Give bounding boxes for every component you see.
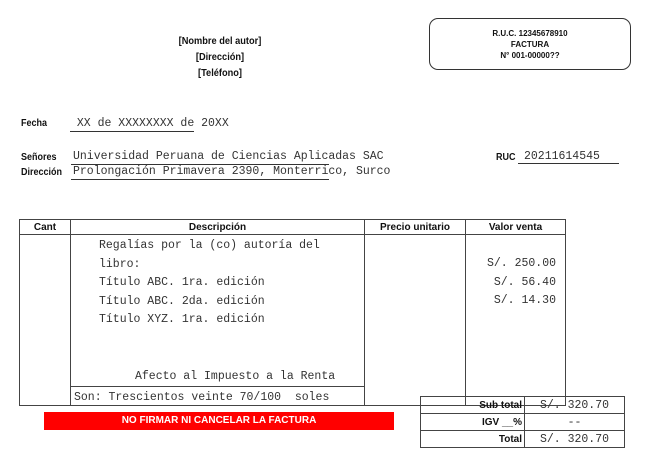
amount-in-words-cell: [71, 387, 365, 406]
total-value: S/. 320.70: [525, 431, 625, 448]
col-header-precio: Precio unitario: [365, 220, 466, 235]
author-phone: [Teléfono]: [198, 67, 242, 79]
invoice-id-box: [429, 18, 631, 70]
sale-value: S/. 14.30: [493, 294, 556, 307]
date-label: Fecha: [21, 118, 48, 129]
table-body-row: [20, 235, 566, 387]
tax-note: Afecto al Impuesto a la Renta: [135, 369, 336, 383]
unit-price-cell: [365, 235, 466, 406]
subtotal-row: [421, 397, 625, 414]
date-underline: [70, 131, 194, 132]
sale-value: S/. 250.00: [486, 257, 556, 270]
igv-value: --: [525, 414, 625, 431]
subtotal-label: Sub total: [421, 397, 525, 414]
issuer-ruc: R.U.C. 12345678910: [492, 29, 568, 38]
col-header-valor: Valor venta: [466, 220, 566, 235]
list-item: Título ABC. 1ra. edición: [99, 276, 265, 289]
client-ruc-underline: [518, 163, 619, 164]
address-underline: [71, 179, 329, 180]
client-label: Señores: [21, 152, 57, 163]
document-type: FACTURA: [510, 40, 550, 49]
cant-cell: [20, 235, 71, 406]
table-header-row: [20, 220, 566, 235]
list-item: Título ABC. 2da. edición: [99, 294, 265, 308]
client-ruc-value: 20211614545: [524, 150, 600, 163]
totals-table: [420, 396, 625, 448]
total-label: Total: [421, 431, 525, 448]
col-header-cant: Cant: [20, 220, 71, 235]
address-value: Prolongación Primavera 2390, Monterrico, Surco: [73, 165, 391, 178]
author-block: [150, 33, 291, 81]
amount-in-words: Son: Trescientos veinte 70/100 soles: [74, 391, 330, 404]
client-ruc-label: RUC: [496, 152, 516, 163]
date-value: XX de XXXXXXXX de 20XX: [70, 117, 229, 130]
igv-label: IGV __%: [421, 414, 525, 431]
description-cell: [71, 235, 365, 387]
invoice-number: N° 001-00000??: [500, 51, 560, 60]
subtotal-value: S/. 320.70: [525, 397, 625, 414]
items-table: [19, 219, 566, 406]
sale-value: S/. 56.40: [493, 275, 556, 289]
sale-value-cell: [466, 235, 566, 406]
igv-row: [421, 414, 625, 431]
author-name: [Nombre del autor]: [178, 35, 262, 47]
description-intro: Regalías por la (co) autoría del libro:: [99, 239, 320, 271]
client-value: Universidad Peruana de Ciencias Aplicadas SAC: [73, 150, 384, 163]
address-label: Dirección: [21, 167, 63, 178]
author-address: [Dirección]: [195, 51, 245, 63]
total-row: [421, 431, 625, 448]
warning-banner: NO FIRMAR NI CANCELAR LA FACTURA: [44, 412, 394, 430]
col-header-descripcion: Descripción: [71, 220, 365, 235]
list-item: Título XYZ. 1ra. edición: [99, 313, 265, 326]
